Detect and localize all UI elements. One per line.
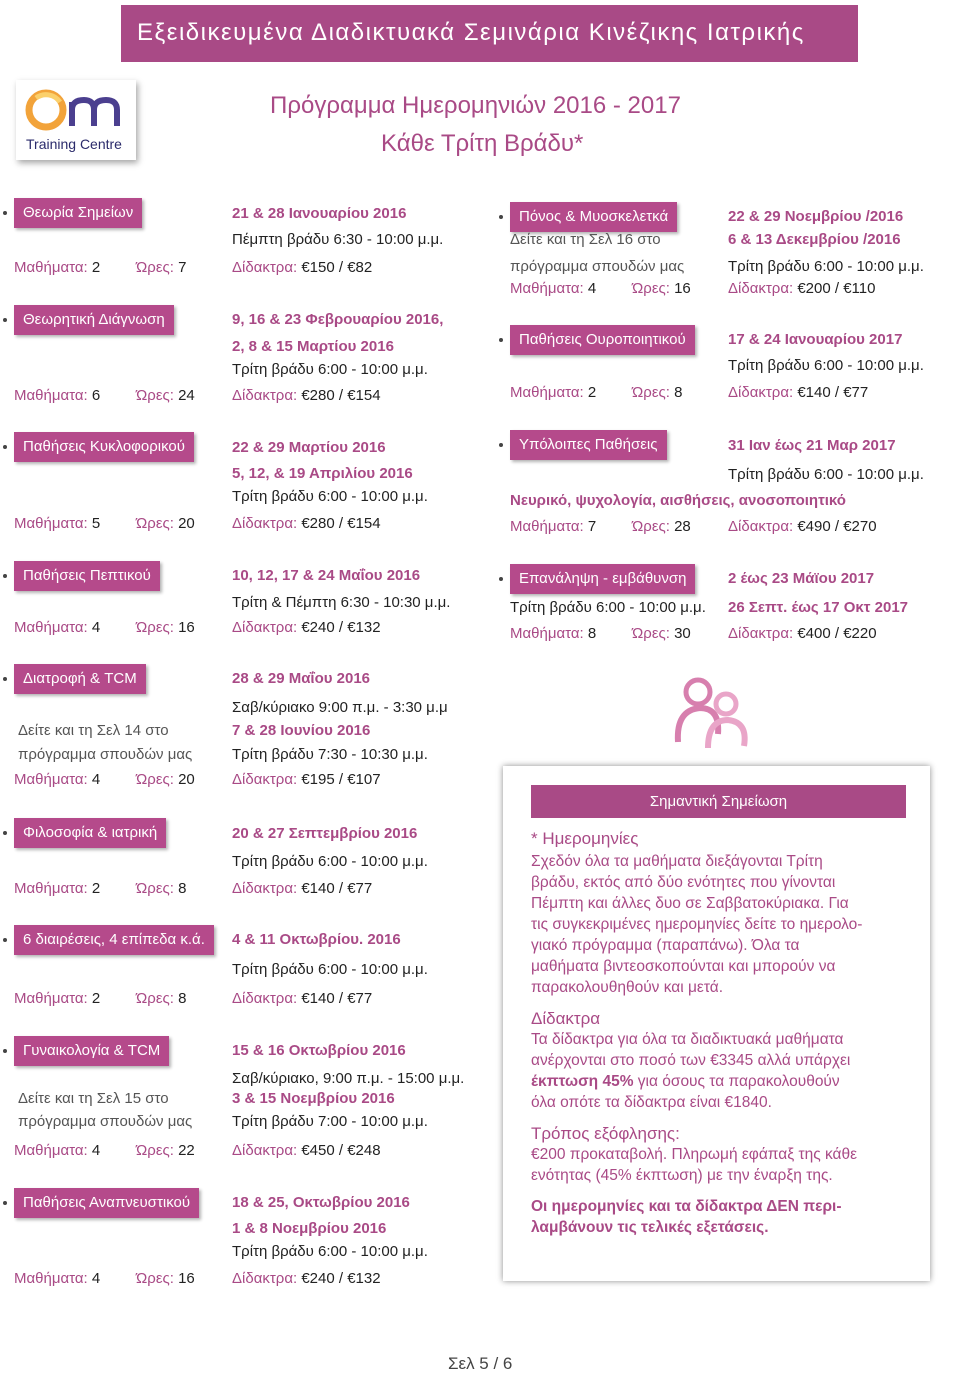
fees-value: €140 / €77: [301, 880, 373, 897]
hours-label: Ώρες:: [632, 384, 675, 401]
bullet-icon: [3, 831, 7, 835]
note-dates-line: Σχεδόν όλα τα μαθήματα διεξάγονται Τρίτη: [531, 853, 823, 870]
note-fees-bold: έκπτωση 45%: [531, 1073, 634, 1090]
module-date: Τρίτη βράδυ 6:00 - 10:00 μ.μ.: [232, 361, 428, 378]
hours-value: 20: [178, 515, 195, 532]
bullet-icon: [3, 938, 7, 942]
module-tag: Υπόλοιπες Παθήσεις: [510, 430, 667, 460]
note-fees-last: όλα οπότε τα δίδακτρα είναι €1840.: [531, 1094, 772, 1111]
note-final-text: [531, 1196, 906, 1238]
hours-label: Ώρες:: [136, 1142, 179, 1159]
lessons-value: 2: [91, 990, 101, 1007]
fees-value: €195 / €107: [301, 771, 381, 788]
module-tag: Θεωρητική Διάγνωση: [14, 305, 174, 335]
lessons-stat: [14, 990, 100, 1008]
module-date: Τρίτη βράδυ 6:00 - 10:00 μ.μ.: [232, 488, 428, 505]
note-fees-text: [531, 1029, 906, 1071]
hours-stat: [136, 990, 186, 1008]
note-pay-title: Τρόπος εξόφλησης:: [531, 1124, 680, 1143]
hours-label: Ώρες:: [136, 771, 179, 788]
fees-label: Δίδακτρα:: [728, 625, 798, 642]
note-fees-line: Τα δίδακτρα για όλα τα διαδικτυακά μαθήματα: [531, 1031, 844, 1048]
fees-value: €240 / €132: [301, 619, 381, 636]
fees-value: €280 / €154: [301, 387, 381, 404]
lessons-label: Μαθήματα:: [14, 990, 92, 1007]
module-date: 7 & 28 Ιουνίου 2016: [232, 722, 371, 739]
fees-value: €140 / €77: [301, 990, 373, 1007]
fees-value: €140 / €77: [797, 384, 869, 401]
hours-value: 30: [674, 625, 691, 642]
note-pay-line: ενότητας (45% έκπτωση) με την έναρξη της.: [531, 1167, 833, 1184]
fees-label: Δίδακτρα:: [232, 1270, 302, 1287]
lessons-stat: [510, 518, 596, 536]
hours-value: 20: [178, 771, 195, 788]
hours-value: 16: [178, 1270, 195, 1287]
hours-value: 24: [178, 387, 195, 404]
bullet-icon: [499, 215, 503, 219]
bullet-icon: [499, 577, 503, 581]
module-date: 15 & 16 Οκτωβρίου 2016: [232, 1042, 406, 1059]
figures-decorative-icon: [668, 672, 754, 758]
hours-stat: [632, 625, 691, 643]
module-date: Τρίτη βράδυ 6:00 - 10:00 μ.μ.: [728, 466, 924, 483]
lessons-value: 2: [91, 259, 101, 276]
hours-stat: [632, 384, 682, 402]
lessons-label: Μαθήματα:: [14, 1270, 92, 1287]
module-tag: Γυναικολογία & TCM: [14, 1036, 169, 1066]
lessons-label: Μαθήματα:: [14, 387, 92, 404]
bullet-icon: [3, 1049, 7, 1053]
note-fees-discount-line: [531, 1071, 906, 1092]
lessons-stat: [510, 625, 596, 643]
fees-value: €200 / €110: [797, 280, 876, 297]
module-date: Τρίτη βράδυ 6:00 - 10:00 μ.μ.: [232, 1243, 428, 1260]
module-tag: Παθήσεις Πεπτικού: [14, 561, 160, 591]
fees-label: Δίδακτρα:: [232, 880, 302, 897]
lessons-value: 4: [587, 280, 597, 297]
fees-value: €490 / €270: [797, 518, 877, 535]
module-date: 5, 12, & 19 Απριλίου 2016: [232, 465, 413, 482]
hours-label: Ώρες:: [136, 880, 179, 897]
lessons-value: 5: [91, 515, 101, 532]
lessons-label: Μαθήματα:: [510, 280, 588, 297]
fees-label: Δίδακτρα:: [232, 515, 302, 532]
module-date: Τρίτη βράδυ 6:00 - 10:00 μ.μ.: [728, 357, 924, 374]
module-tag: Φιλοσοφία & ιατρική: [14, 818, 166, 848]
module-date: Τρίτη βράδυ 7:30 - 10:30 μ.μ.: [232, 746, 428, 763]
fees-label: Δίδακτρα:: [728, 280, 798, 297]
module-date: Πέμπτη βράδυ 6:30 - 10:00 μ.μ.: [232, 231, 444, 248]
lessons-stat: [510, 280, 596, 298]
fees-label: Δίδακτρα:: [232, 259, 302, 276]
side-note: πρόγραμμα σπουδών μας: [510, 258, 685, 275]
module-date: Τρίτη βράδυ 6:00 - 10:00 μ.μ.: [232, 853, 428, 870]
module-date: 2 έως 23 Μάϊου 2017: [728, 570, 875, 587]
hours-stat: [136, 1270, 195, 1288]
bullet-icon: [3, 211, 7, 215]
fees-stat: [232, 387, 381, 405]
note-dates-line: μαθήματα βιντεοσκοπούνται και μπορούν να: [531, 958, 836, 975]
note-dates-text: [531, 851, 906, 998]
bullet-icon: [3, 677, 7, 681]
hours-value: 16: [674, 280, 691, 297]
lessons-label: Μαθήματα:: [14, 515, 92, 532]
lessons-stat: [14, 259, 100, 277]
lessons-value: 4: [91, 771, 101, 788]
page-number: Σελ 5 / 6: [448, 1354, 513, 1373]
bullet-icon: [499, 338, 503, 342]
hours-value: 22: [178, 1142, 195, 1159]
hours-label: Ώρες:: [632, 518, 675, 535]
fees-value: €280 / €154: [301, 515, 381, 532]
note-final-line: λαμβάνουν τις τελικές εξετάσεις.: [531, 1219, 769, 1236]
hours-label: Ώρες:: [136, 387, 179, 404]
banner-title: Εξειδικευμένα Διαδικτυακά Σεμινάρια Κινέζικης Ιατρικής: [137, 19, 805, 46]
hours-stat: [136, 1142, 195, 1160]
hours-value: 8: [674, 384, 683, 401]
fees-label: Δίδακτρα:: [232, 1142, 302, 1159]
hours-value: 16: [178, 619, 195, 636]
note-dates-line: βράδυ, εκτός από δύο ενότητες που γίνονται: [531, 874, 836, 891]
fees-stat: [728, 280, 875, 298]
hours-value: 28: [674, 518, 691, 535]
lessons-label: Μαθήματα:: [510, 625, 588, 642]
fees-stat: [728, 625, 877, 643]
fees-stat: [232, 259, 372, 277]
module-time: Τρίτη βράδυ 6:00 - 10:00 μ.μ.: [510, 599, 706, 616]
lessons-label: Μαθήματα:: [510, 518, 588, 535]
module-date: Τρίτη & Πέμπτη 6:30 - 10:30 μ.μ.: [232, 594, 451, 611]
page-subtitle: Κάθε Τρίτη Βράδυ*: [381, 130, 584, 157]
fees-value: €400 / €220: [797, 625, 877, 642]
note-dates-line: παρακολουθηθούν και μετά.: [531, 979, 724, 996]
module-date: 26 Σεπτ. έως 17 Οκτ 2017: [728, 599, 909, 616]
lessons-stat: [14, 880, 100, 898]
fees-stat: [232, 515, 381, 533]
module-date: 28 & 29 Μαΐου 2016: [232, 670, 371, 687]
module-tag: 6 διαιρέσεις, 4 επίπεδα κ.ά.: [14, 925, 214, 955]
hours-stat: [136, 259, 186, 277]
module-date: 31 Ιαν έως 21 Μαρ 2017: [728, 437, 896, 454]
lessons-stat: [14, 1270, 100, 1288]
lessons-value: 2: [587, 384, 597, 401]
hours-stat: [136, 771, 195, 789]
note-fees-line: ανέρχονται στο ποσό των €3345 αλλά υπάρχει: [531, 1052, 851, 1069]
module-date: 1 & 8 Νοεμβρίου 2016: [232, 1220, 387, 1237]
lessons-stat: [14, 619, 100, 637]
lessons-label: Μαθήματα:: [14, 1142, 92, 1159]
fees-stat: [728, 518, 877, 536]
hours-value: 7: [178, 259, 187, 276]
fees-label: Δίδακτρα:: [728, 518, 798, 535]
module-date: 4 & 11 Οκτωβρίου. 2016: [232, 931, 401, 948]
training-centre-logo: [16, 80, 136, 160]
module-tag: Παθήσεις Αναπνευστικού: [14, 1188, 199, 1218]
bullet-icon: [3, 445, 7, 449]
hours-label: Ώρες:: [136, 515, 179, 532]
fees-stat: [232, 990, 372, 1008]
module-date: 3 & 15 Νοεμβρίου 2016: [232, 1090, 395, 1107]
module-tag: Πόνος & Μυοσκελετκά: [510, 202, 677, 232]
hours-label: Ώρες:: [136, 1270, 179, 1287]
module-date: 22 & 29 Νοεμβρίου /2016: [728, 208, 904, 225]
lessons-label: Μαθήματα:: [14, 771, 92, 788]
module-tag: Επανάληψη - εμβάθυνση: [510, 564, 695, 594]
side-note: Δείτε και τη Σελ 15 στο: [18, 1090, 169, 1107]
side-note: Δείτε και τη Σελ 16 στο: [510, 231, 661, 248]
lessons-label: Μαθήματα:: [510, 384, 588, 401]
fees-stat: [232, 619, 381, 637]
note-fees-title: Δίδακτρα: [531, 1009, 601, 1028]
hours-stat: [136, 387, 195, 405]
note-dates-line: Πέμπτη και άλλες δυο σε Σαββατοκύριακα. Για: [531, 895, 849, 912]
header-banner: [121, 5, 858, 62]
module-date: Σαβ/κύριακο 9:00 π.μ. - 3:30 μ.μ: [232, 699, 448, 716]
note-dates-line: γιακό πρόγραμμα (παραπάνω). Όλα τα: [531, 937, 800, 954]
hours-stat: [136, 880, 186, 898]
module-date: Τρίτη βράδυ 6:00 - 10:00 μ.μ.: [232, 961, 428, 978]
hours-label: Ώρες:: [632, 625, 675, 642]
fees-stat: [232, 880, 372, 898]
logo-text: Training Centre: [26, 136, 122, 152]
lessons-value: 2: [91, 880, 101, 897]
module-date: 22 & 29 Μαρτίου 2016: [232, 439, 386, 456]
module-date: 2, 8 & 15 Μαρτίου 2016: [232, 338, 394, 355]
module-tag: Θεωρία Σημείων: [14, 198, 142, 228]
module-date: 18 & 25, Οκτωβρίου 2016: [232, 1194, 410, 1211]
module-extra: Νευρικό, ψυχολογία, αισθήσεις, ανοσοποιητικό: [510, 492, 846, 509]
lessons-value: 6: [91, 387, 101, 404]
hours-label: Ώρες:: [632, 280, 675, 297]
lessons-label: Μαθήματα:: [14, 880, 92, 897]
page-title: Πρόγραμμα Ημερομηνιών 2016 - 2017: [270, 92, 681, 119]
module-date: 9, 16 & 23 Φεβρουαρίου 2016,: [232, 311, 444, 328]
lessons-value: 4: [91, 1142, 101, 1159]
note-content: [531, 828, 906, 1238]
module-tag: Παθήσεις Κυκλοφορικού: [14, 432, 194, 462]
fees-label: Δίδακτρα:: [728, 384, 798, 401]
bullet-icon: [3, 318, 7, 322]
lessons-stat: [14, 515, 100, 533]
lessons-stat: [510, 384, 596, 402]
hours-stat: [136, 515, 195, 533]
module-date: Τρίτη βράδυ 6:00 - 10:00 μ.μ.: [728, 258, 924, 275]
fees-value: €150 / €82: [301, 259, 373, 276]
lessons-stat: [14, 387, 100, 405]
bullet-icon: [499, 443, 503, 447]
module-date: 17 & 24 Ιανουαρίου 2017: [728, 331, 903, 348]
lessons-stat: [14, 1142, 100, 1160]
fees-value: €240 / €132: [301, 1270, 381, 1287]
fees-stat: [728, 384, 868, 402]
lessons-value: 7: [587, 518, 597, 535]
fees-label: Δίδακτρα:: [232, 387, 302, 404]
side-note: πρόγραμμα σπουδών μας: [18, 746, 193, 763]
lessons-value: 4: [91, 1270, 101, 1287]
fees-stat: [232, 1142, 381, 1160]
note-pay-text: [531, 1144, 906, 1186]
module-date: 21 & 28 Ιανουαρίου 2016: [232, 205, 407, 222]
fees-stat: [232, 771, 381, 789]
note-dates-line: τις συγκεκριμένες ημερομηνίες δείτε το ημερολο-: [531, 916, 863, 933]
side-note: πρόγραμμα σπουδών μας: [18, 1113, 193, 1130]
module-date: 20 & 27 Σεπτεμβρίου 2016: [232, 825, 418, 842]
hours-label: Ώρες:: [136, 619, 179, 636]
module-date: Τρίτη βράδυ 7:00 - 10:00 μ.μ.: [232, 1113, 428, 1130]
lessons-value: 8: [587, 625, 597, 642]
module-tag: Παθήσεις Ουροποιητικού: [510, 325, 695, 355]
bullet-icon: [3, 1201, 7, 1205]
hours-value: 8: [178, 880, 187, 897]
module-tag: Διατροφή & TCM: [14, 664, 146, 694]
fees-value: €450 / €248: [301, 1142, 381, 1159]
hours-label: Ώρες:: [136, 259, 179, 276]
lessons-label: Μαθήματα:: [14, 259, 92, 276]
note-fees-rest: για όσους τα παρακολουθούν: [633, 1073, 840, 1090]
hours-stat: [136, 619, 195, 637]
fees-label: Δίδακτρα:: [232, 771, 302, 788]
side-note: Δείτε και τη Σελ 14 στο: [18, 722, 169, 739]
hours-value: 8: [178, 990, 187, 1007]
hours-stat: [632, 280, 691, 298]
note-final-line: Οι ημερομηνίες και τα δίδακτρα ΔΕΝ περι-: [531, 1198, 842, 1215]
module-date: 6 & 13 Δεκεμβρίου /2016: [728, 231, 901, 248]
note-dates-title: * Ημερομηνίες: [531, 829, 639, 848]
lessons-value: 4: [91, 619, 101, 636]
fees-label: Δίδακτρα:: [232, 990, 302, 1007]
module-date: 10, 12, 17 & 24 Μαΐου 2016: [232, 567, 421, 584]
hours-stat: [632, 518, 691, 536]
note-header: Σημαντική Σημείωση: [531, 785, 906, 818]
note-pay-line: €200 προκαταβολή. Πληρωμή εφάπαξ της κάθε: [531, 1146, 858, 1163]
module-date: Σαβ/κύριακο, 9:00 π.μ. - 15:00 μ.μ.: [232, 1070, 465, 1087]
hours-label: Ώρες:: [136, 990, 179, 1007]
bullet-icon: [3, 574, 7, 578]
fees-stat: [232, 1270, 381, 1288]
lessons-stat: [14, 771, 100, 789]
fees-label: Δίδακτρα:: [232, 619, 302, 636]
lessons-label: Μαθήματα:: [14, 619, 92, 636]
